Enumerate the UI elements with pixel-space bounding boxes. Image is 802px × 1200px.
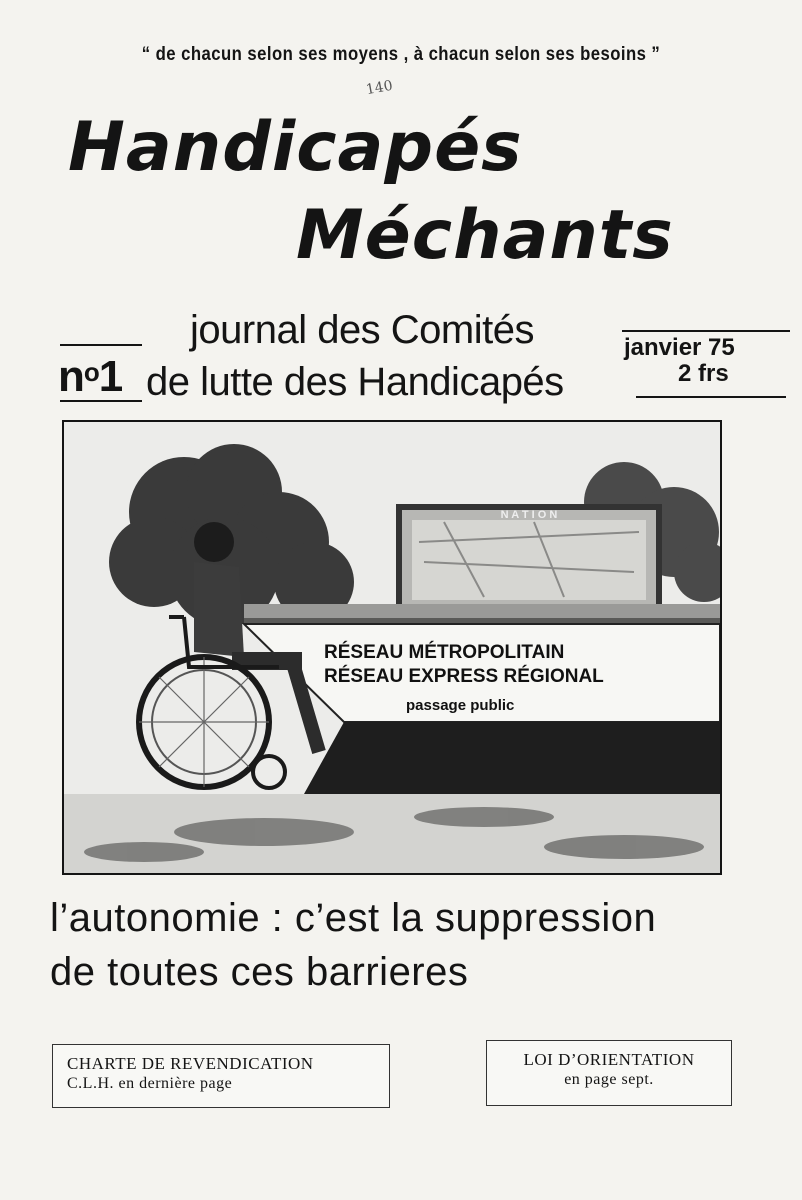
issue-digit: 1 — [98, 352, 123, 401]
rule-right-bottom — [636, 396, 786, 398]
subtitle-line1: journal des Comités — [190, 308, 534, 352]
masthead-title-line1: Handicapés — [68, 108, 523, 187]
sign-top-label: N A T I O N — [500, 509, 558, 521]
headline-line1: l’autonomie : c’est la suppression — [50, 896, 657, 940]
issue-super: o — [83, 357, 99, 387]
photo-illustration — [64, 422, 720, 873]
law-title: LOI D’ORIENTATION — [523, 1050, 695, 1069]
rule-left-top — [60, 344, 142, 346]
issue-number — [58, 352, 122, 402]
headline-line2: de toutes ces barrieres — [50, 950, 469, 994]
map-sign-board — [399, 507, 659, 607]
rule-right-top — [622, 330, 790, 332]
issue-prefix: n — [58, 352, 84, 401]
sign-line3: passage public — [406, 697, 515, 714]
issue-date: janvier 75 — [624, 334, 735, 361]
law-box — [486, 1040, 732, 1106]
issue-price: 2 frs — [678, 360, 729, 387]
cover-photo — [62, 420, 722, 875]
motto: “ de chacun selon ses moyens , à chacun selon ses besoins ” — [141, 44, 661, 65]
charter-title: CHARTE DE REVENDICATION — [67, 1054, 314, 1073]
charter-page: C.L.H. en dernière page — [67, 1075, 233, 1093]
masthead-title-line2: Méchants — [296, 196, 674, 275]
subtitle-line2: de lutte des Handicapés — [146, 360, 564, 404]
charter-box — [52, 1044, 390, 1108]
handwritten-note: 140 — [364, 77, 394, 99]
sign-line1: RÉSEAU MÉTROPOLITAIN — [324, 642, 565, 663]
sign-line2: RÉSEAU EXPRESS RÉGIONAL — [324, 666, 604, 687]
law-page: en page sept. — [564, 1071, 654, 1089]
